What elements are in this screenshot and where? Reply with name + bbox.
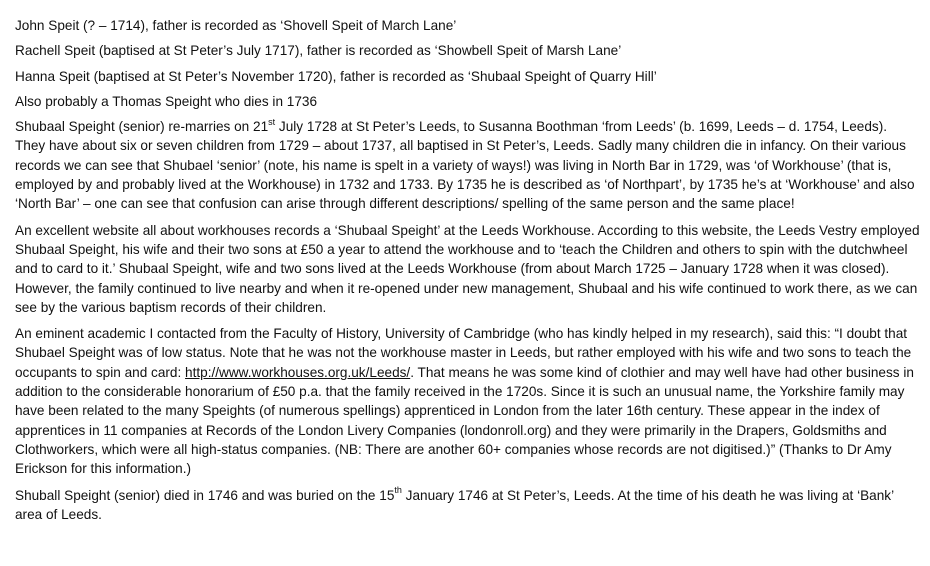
paragraph-text: July 1728 at St Peter’s Leeds, to Susanna Boothman ‘from Leeds’ (b. 1699, Leeds – d. 1754, Leeds). They have about six or seven children from 1729 – about 1737, all baptised in St Peter’s, Leeds. Sadly many children die in infancy. On their various records we can see that Shubael ‘senior’ (note, his name is spelt in a variety of ways!) was living in North Bar in 1729, was ‘of Workhouse’ (that is, employed by and probably lived at the Workhouse) in 1732 and 1733. By 1735 he is described as ‘of Northpart’, by 1735 he’s at ‘Workhouse’ and also ‘North Bar’ – one can see that confusion can arise through different descriptions/ spelling of the same person and the same place!: [15, 119, 915, 212]
document-body: [15, 16, 920, 531]
paragraph-text: John Speit (? – 1714), father is recorded as ‘Shovell Speit of March Lane’: [15, 18, 457, 33]
paragraph-text: January 1746 at St Peter’s, Leeds. At the time of his death he was living at ‘Bank’ area of Leeds.: [15, 487, 894, 522]
paragraph-text: An excellent website all about workhouses records a ‘Shubaal Speight’ at the Leeds Workhouse. According to this website, the Leeds Vestry employed Shubaal Speight, his wife and their two sons at £50 a year to attend the workhouse and to ‘teach the Children and others to spin with the dutchwheel and to card to it.’ Shubaal Speight, wife and two sons lived at the Leeds Workhouse (from about March 1725 – January 1728 when it was closed). However, the family continued to live nearby and when it re-opened under new management, Shubaal and his wife continued to work there, as we can see by the various baptism records of their children.: [15, 222, 920, 315]
paragraph-hanna-speit: [15, 67, 920, 86]
paragraph-academic-quote: [15, 324, 920, 478]
paragraph-john-speit: [15, 16, 920, 35]
paragraph-text: Also probably a Thomas Speight who dies in 1736: [15, 93, 318, 109]
workhouses-link[interactable]: http://www.workhouses.org.uk/Leeds/: [185, 364, 411, 380]
paragraph-text: Shuball Speight (senior) died in 1746 and was buried on the 15: [15, 487, 395, 503]
paragraph-text: Shubaal Speight (senior) re-marries on 21: [15, 119, 269, 135]
ordinal-suffix: st: [268, 116, 276, 127]
paragraph-text: Hanna Speit (baptised at St Peter’s November 1720), father is recorded as ‘Shubaal Speight of Quarry Hill’: [15, 68, 657, 84]
paragraph-rachell-speit: [15, 41, 920, 60]
paragraph-text: . That means he was some kind of clothier and may well have had other business in addition to the considerable honorarium of £50 p.a. that the family received in the 1720s. Since it is such an unusual name, the Yorkshire family may have been related to the many Speights (of numerous spellings) apprenticed in London from the later 16th century. These appear in the index of apprentices in 11 companies at Records of the London Livery Companies (londonroll.org) and they were primarily in the Drapers, Goldsmiths and Clothworkers, which were all high-status companies. (NB: There are another 60+ companies whose records are not digitised.)” (Thanks to Dr Amy Erickson for this information.): [15, 364, 914, 477]
ordinal-suffix: th: [394, 485, 402, 495]
paragraph-text: Rachell Speit (baptised at St Peter’s July 1717), father is recorded as ‘Showbell Speit of Marsh Lane’: [15, 43, 622, 59]
paragraph-workhouse-website: [15, 221, 920, 317]
paragraph-text: An eminent academic I contacted from the Faculty of History, University of Cambridge (who has kindly helped in my research), said this: “I doubt that Shubael Speight was of low status. Note that he was not the workhouse master in Leeds, but rather employed with his wife and two sons to teach the occupants to spin and card:: [15, 326, 912, 380]
paragraph-death: [15, 486, 920, 525]
paragraph-remarriage: [15, 117, 920, 213]
paragraph-thomas-speight: [15, 92, 920, 111]
